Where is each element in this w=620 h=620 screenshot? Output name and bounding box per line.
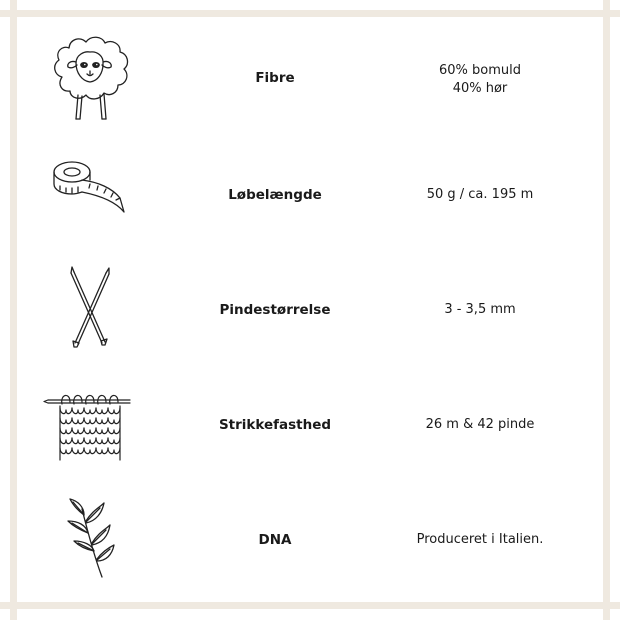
row-value <box>380 531 580 549</box>
row-value <box>380 301 580 319</box>
info-row-dna <box>0 485 620 595</box>
value-line: 50 g / ca. 195 m <box>426 187 534 202</box>
value-line: 60% bomuld <box>439 63 521 78</box>
knit-swatch-icon <box>40 370 140 480</box>
frame-bottom-border <box>0 602 620 609</box>
row-value <box>380 186 580 204</box>
row-label: Pindestørrelse <box>219 302 331 318</box>
measuring-tape-icon <box>40 140 140 250</box>
leaf-branch-icon <box>40 485 140 595</box>
row-value <box>380 416 580 434</box>
row-label: Fibre <box>255 70 295 86</box>
row-label: Strikkefasthed <box>218 417 332 433</box>
frame-top-border <box>0 10 620 17</box>
info-row-fibre <box>0 25 620 135</box>
value-line: Produceret i Italien. <box>416 532 544 547</box>
row-value <box>380 62 580 98</box>
info-row-lobelaengde <box>0 140 620 250</box>
row-label: Løbelængde <box>228 187 322 203</box>
knitting-needles-icon <box>40 255 140 365</box>
sheep-icon <box>40 25 140 135</box>
info-row-strikkefasthed <box>0 370 620 480</box>
value-line: 26 m & 42 pinde <box>425 417 535 432</box>
value-line: 40% hør <box>452 81 508 96</box>
info-row-pindestorrelse <box>0 255 620 365</box>
row-label: DNA <box>258 532 292 548</box>
value-line: 3 - 3,5 mm <box>444 302 516 317</box>
